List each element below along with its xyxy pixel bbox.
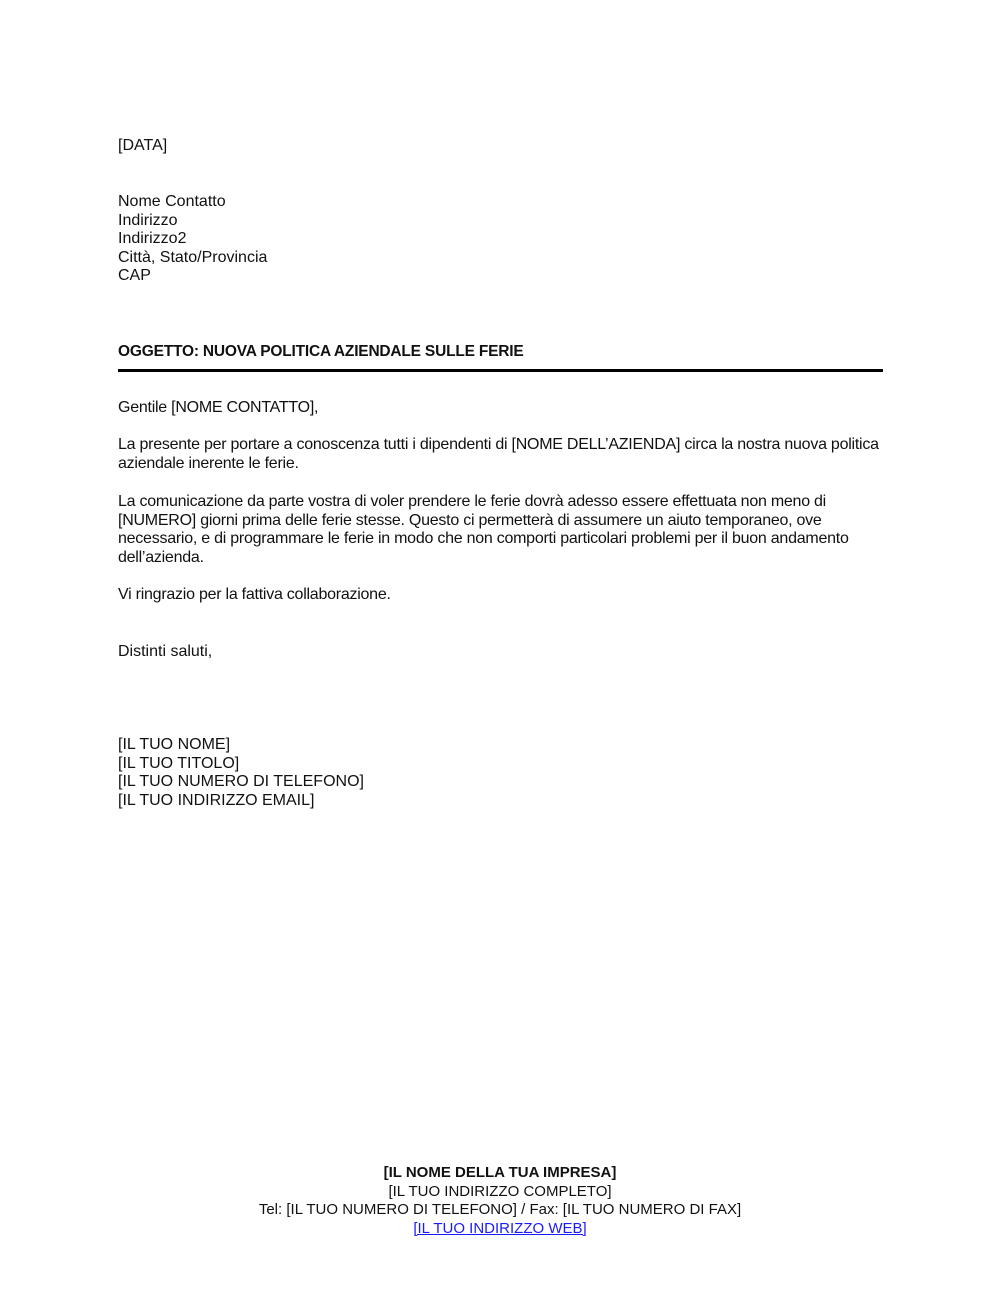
recipient-postcode: CAP xyxy=(118,267,151,285)
salutation: Gentile [NOME CONTATTO], xyxy=(118,399,319,416)
footer-web-link[interactable]: [IL TUO INDIRIZZO WEB] xyxy=(413,1219,587,1237)
signature-email: [IL TUO INDIRIZZO EMAIL] xyxy=(118,791,315,809)
signature-name: [IL TUO NOME] xyxy=(118,736,231,753)
recipient-block xyxy=(118,193,267,286)
signature-phone: [IL TUO NUMERO DI TELEFONO] xyxy=(118,773,364,791)
recipient-address2: Indirizzo2 xyxy=(118,230,187,248)
body-paragraph-3: Vi ringrazio per la fattiva collaborazione. xyxy=(118,586,391,603)
subject-line: OGGETTO: NUOVA POLITICA AZIENDALE SULLE FERIE xyxy=(118,343,524,360)
subject-divider xyxy=(118,369,883,372)
recipient-city: Città, Stato/Provincia xyxy=(118,248,268,266)
footer-address: [IL TUO INDIRIZZO COMPLETO] xyxy=(388,1182,612,1200)
closing: Distinti saluti, xyxy=(118,643,213,660)
recipient-address: Indirizzo xyxy=(118,211,178,229)
letterhead-footer xyxy=(0,1164,1000,1238)
footer-company: [IL NOME DELLA TUA IMPRESA] xyxy=(383,1164,617,1181)
body-paragraph-1: La presente per portare a conoscenza tutti i dipendenti di [NOME DELL’AZIENDA] circa la nostra nuova politica aziendale inerente le ferie. xyxy=(118,436,879,472)
footer-contacts: Tel: [IL TUO NUMERO DI TELEFONO] / Fax: [IL TUO NUMERO DI FAX] xyxy=(258,1201,742,1218)
recipient-name: Nome Contatto xyxy=(118,193,226,210)
signature-block xyxy=(118,736,364,810)
date: [DATA] xyxy=(118,137,168,154)
body-paragraph-2: La comunicazione da parte vostra di voler prendere le ferie dovrà adesso essere effettuata non meno di [NUMERO] giorni prima delle ferie stesse. Questo ci permetterà di assumere un aiuto temporaneo, ove necessario, e di programmare le ferie in modo che non comporti particolari problemi per il buon andamento dell’azienda. xyxy=(118,493,849,566)
signature-title: [IL TUO TITOLO] xyxy=(118,754,240,772)
